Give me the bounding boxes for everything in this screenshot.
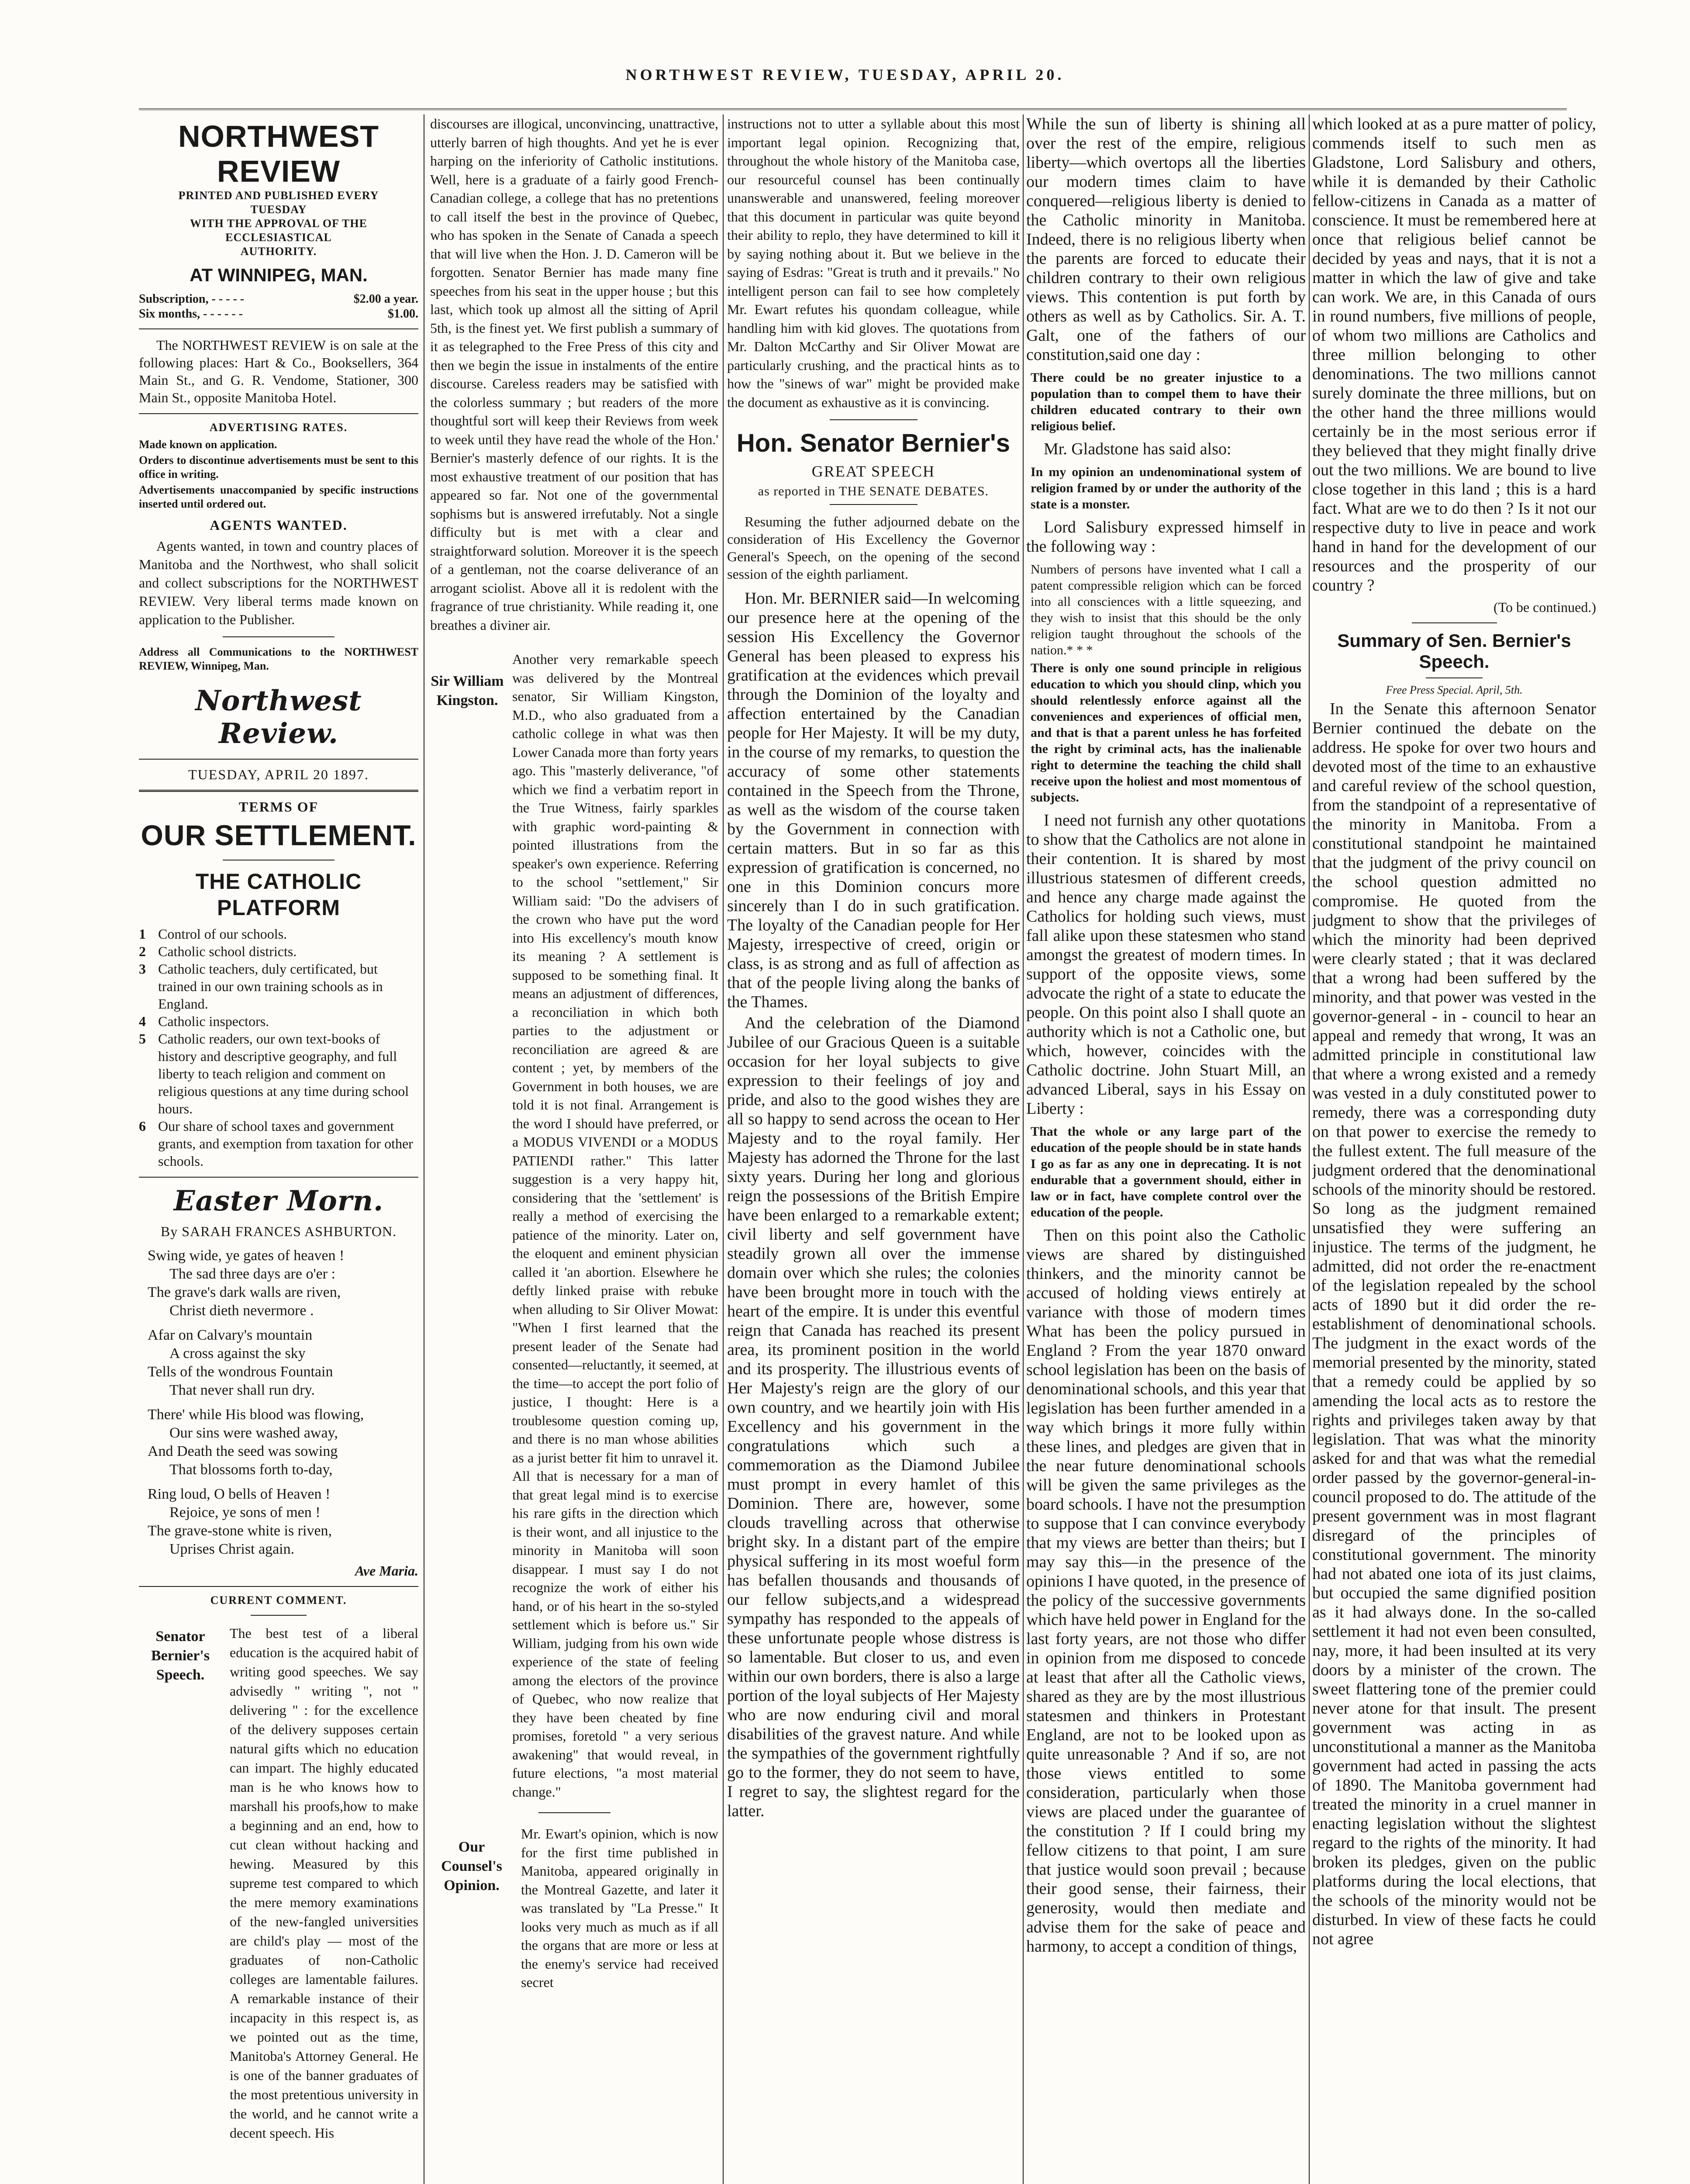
poem-line: There' while His blood was flowing, (148, 1406, 364, 1423)
article-text: Hon. Mr. BERNIER said—In welcoming our presence here at the opening of the session His Excellency the Governor General has been pleased to express his gratification at the evidences which prevail through the Dominion of the loyalty and affection entertained by the Canadian people for Her Majesty. It will be my duty, in the course of my remarks, to question the accuracy of some other statements contained in the Speech from the Throne, as well as the wisdom of the course taken by the Government in connection with certain matters. But in so far as this expression of gratification is concerned, no one in this Dominion concurs more sincerely than I do in such gratification. The loyalty of the Canadian people for Her Majesty, irrespective of creed, origin or class, is as strong and as full of affection as that of the people living along the banks of the Thames. (727, 589, 1020, 1011)
article-text: Another very remarkable speech was delivered by the Montreal senator, Sir William Kingston, M.D., who also graduated from a catholic college in what was then Lower Canada more than forty years ago. This "masterly deliverance, "of which we find a verbatim report in the True Witness, fairly sparkles with graphic word-painting & pointed illustrations from the speaker's own experience. Referring to the school "settlement," Sir William said: "Do the advisers of the crown who have put the word into His excellency's mouth know its meaning ? A settlement is supposed to be something final. It means an adjustment of differences, a reconciliation in which both parties to the adjustment or reconciliation are agreed & are content ; yet, by members of the Government in both houses, we are told it is not final. Arrangement is the word I should have preferred, or a MODUS VIVENDI or a MODUS PATIENDI rather." This latter suggestion is a very happy hit, considering that the 'settlement' is really a method of exercising the patience of the minority. Later on, the eloquent and eminent physician called it 'an abortion. Elsewhere he deftly linked praise with rebuke when alluding to Sir Oliver Mowat: "When I first learned that the present leader of the Senate had consented—reluctantly, it seemed, at the time—to accept the port folio of justice, I thought: Here is a troublesome question coming up, and there is no man whose abilities as a jurist better fit him to unravel it. All that is necessary for a man of that great legal mind is to exercise his rare gifts in the direction which is their wont, and all injustice to the minority in Manitoba will soon disappear. I must say I do not recognize the work of either his hand, or of his heart in the so-styled settlement which is before us." Sir William, judging from his own wide experience of the state of feeling among the electors of the province of Quebec, who now realize that they have been cheated by fine promises, foretold " a very serious awakening" that would reveal, in future elections, "a most material change." (512, 651, 718, 1800)
comment-block (139, 1624, 418, 2143)
poem (148, 1247, 418, 1559)
masthead: NORTHWEST REVIEW (178, 119, 379, 188)
list-item: 3 Catholic teachers, duly certificated, but trained in our own training schools as in England. (139, 961, 383, 1012)
column-rule (1023, 114, 1024, 2184)
comment-text: The best test of a liberal education is the acquired habit of writing good speeches. We say advisedly " writing ", not " delivering " : for the excellence of the delivery supposes certain natural gifts which no education can impart. The highly educated man is he who knows how to marshall his proofs,how to make a beginning and an end, how to cut clean without hacking and hewing. Measured by this supreme test compared to which the mere memory examinations of the new-fangled universities are child's play — most of the graduates of non-Catholic colleges are lamentable failures. A remarkable instance of their incapacity in this respect is, as we pointed out as the time, Manitoba's Attorney General. He is one of the banner graduates of the most pretentious university in the world, and he cannot write a decent speech. His (230, 1625, 418, 2141)
quote-text: There is only one sound principle in religious education to which you should clinp, which you should relentlessly enforce against all the conveniences and experiences of official men, and that is that a parent unless he has forfeited the right by criminal acts, has the inalienable right to determine the teaching the child shall receive upon the holiest and most momentous of subjects. (1031, 661, 1301, 805)
publish-line: AUTHORITY. (240, 245, 317, 258)
divider (139, 413, 418, 414)
article-text: discourses are illogical, unconvincing, unattractive, utterly barren of high thoughts. And yet he is ever harping on the inferiority of Catholic institutions. Well, here is a graduate of a fairly good French-Canadian college, a college that has no pretentions to call itself the best in the province of Quebec, who has spoken in the Senate of Canada a speech that will live when the Hon. J. D. Cameron will be forgotten. Senator Bernier has made many fine speeches from his seat in the upper house ; but this last, which took up almost all the sitting of April 5th, is the finest yet. We first publish a summary of it as telegraphed to the Free Press of this city and then we begin the issue in instalments of the entire discourse. Careless readers may be satisfied with the colorless summary ; but readers of the more thoughtful sort will keep their Reviews from week to week until they have read the whole of the Hon.' Bernier's masterly defence of our rights. It is the most exhaustive treatment of our position that has appeared so far. Not one of the governmental sophisms but is answered irrefutably. Not a single difficulty but is met with a clear and straightforward solution. Moreover it is the speech of a gentleman, not the coarse deliverance of an arrogant sciolist. Above all it is redolent with the fragrance of true christianity. While reading it, one breathes a diviner air. (430, 116, 718, 633)
comment-block (430, 650, 718, 1801)
gothic-title: Northwest Review. (195, 684, 362, 750)
poem-line: Swing wide, ye gates of heaven ! (148, 1248, 345, 1264)
divider (1426, 677, 1483, 678)
poem-line: That never shall run dry. (169, 1382, 315, 1398)
column-2 (430, 114, 718, 2184)
side-label: Our Counsel's Opinion. (441, 1839, 502, 1894)
speech-head: Hon. Senator Bernier's (736, 429, 1011, 457)
settlement-head: OUR SETTLEMENT. (141, 819, 417, 851)
article-text: Mr. Gladstone has said also: (1044, 440, 1231, 458)
article-text: which looked at as a pure matter of policy, commends itself to such men as Gladstone, Lord Salisbury and others, while it is demanded by their Catholic fellow-citizens in Canada as a matter of conscience. It must be remembered here at once that religious belief cannot be decided by yeas and nays, that it is not a matter in which the law of give and take can work. We are, in this Canada of ours in round numbers, five millions of people, of whom two millions are Catholics and three million belonging to other denominations. The two millions cannot surely dominate the three millions, but on the other hand the three millions would certainly be in the most serious error if they believed that they might finally drive out the two millions. We are bound to live close together in this land ; this is a hard fact. What are we to do then ? Is it not our respective duty to live in peace and work hand in hand for the development of our resources and the prosperity of our country ? (1312, 115, 1596, 594)
quotation (1026, 370, 1306, 434)
adv-text: Advertisements unaccompanied by specific instructions inserted until ordered out. (139, 484, 418, 510)
divider (139, 759, 418, 760)
poem-line: Afar on Calvary's mountain (148, 1327, 313, 1343)
column-rule (723, 114, 724, 2184)
speech-subhead: GREAT SPEECH (811, 463, 935, 480)
column-4 (1026, 114, 1306, 2184)
continued-note: (To be continued.) (1493, 599, 1596, 615)
publish-line: WITH THE APPROVAL OF THE ECCLESIASTICAL (190, 217, 367, 244)
city: AT WINNIPEG, MAN. (190, 265, 368, 285)
sale-notice: The NORTHWEST REVIEW is on sale at the following places: Hart & Co., Booksellers, 364 Main St., and G. R. Vendome, Stationer, 300 Main St., opposite Manitoba Hotel. (139, 337, 418, 405)
divider (139, 1177, 418, 1178)
poem-signature: Ave Maria. (355, 1563, 418, 1579)
list-item: 5 Catholic readers, our own text-books of history and descriptive geography, and full liberty to teach religion and comment on religious questions at any time during school hours. (139, 1031, 409, 1116)
column-rule (1309, 114, 1310, 2184)
poem-line: The sad three days are o'er : (169, 1266, 335, 1282)
divider (139, 790, 418, 792)
advertising-head: ADVERTISING RATES. (209, 421, 348, 434)
article-text: Mr. Ewart's opinion, which is now for the first time published in Manitoba, appeared originally in the Montreal Gazette, and later it was translated by "La Presse." It looks very much as much as if all the organs that are more or less at the enemy's service had received secret (521, 1826, 718, 1990)
divider (251, 1615, 307, 1616)
quote-text: That the whole or any large part of the education of the people should be in state hands I go as far as any one in deprecating. It is not endurable that a government should, either in law or in fact, have complete control over the education of the people. (1031, 1124, 1301, 1220)
quote-text: There could be no greater injustice to a population than to compel them to have their children educated contrary to their own religious belief. (1031, 370, 1301, 433)
divider (223, 636, 335, 637)
quote-text: Numbers of persons have invented what I call a patent compressible religion which can be forced into all consciences with a little squeezing, and they wish to insist that this should be the only religion taught throughout the schools of the nation.* * * (1031, 562, 1301, 657)
article-text: Lord Salisbury expressed himself in the following way : (1026, 518, 1306, 556)
article-text: Resuming the futher adjourned debate on the consideration of His Excellency the Governor General's Speech, on the opening of the second session of the eighth parliament. (727, 514, 1020, 582)
summary-head: Summary of Sen. Bernier's Speech. (1337, 630, 1571, 672)
quotation (1026, 464, 1306, 512)
list-item: 4 Catholic inspectors. (139, 1013, 269, 1029)
article-text: Then on this point also the Catholic views are shared by distinguished thinkers, and the minority cannot be accused of holding views entirely at variance with those of modern times What has been the policy pursued in England ? From the year 1870 onward school legislation has been on the basis of denominational schools, and this year that legislation has been further amended in a way which brings it more fully within these lines, and pledges are given that in the near future denominational schools will be given the same privileges as the board schools. I have not the presumption to suppose that I can convince everybody that my views are better than theirs; but I may say this—in the presence of the opinions I have quoted, in the presence of the policy of the successive governments which have held power in England for the last forty years, are not those who differ in opinion from me disposed to concede at least that after all the Catholic views, shared as they are by the most illustrious statesmen and thinkers in Protestant England, are not to be looked upon as quite unreasonable ? And if so, are not those views entitled to some consideration, particularly when those views are placed under the guarantee of the constitution ? If I could bring my fellow citizens to that point, I am sure that justice would soon prevail ; because their good sense, their fairness, their generosity, would then mediate and advise them for the sake of peace and harmony, to accept a condition of things, (1026, 1226, 1306, 1956)
quote-text: In my opinion an undenominational system of religion framed by or under the authority of the state is a monster. (1031, 465, 1301, 511)
header-rule (139, 108, 1567, 110)
poem-line: And Death the seed was sowing (148, 1443, 338, 1459)
dateline: Free Press Special. April, 5th. (1386, 684, 1523, 696)
quotation (1026, 561, 1306, 805)
easter-title: Easter Morn. (173, 1185, 384, 1217)
poem-line: That blossoms forth to-day, (169, 1462, 333, 1478)
side-label: Senator Bernier's Speech. (151, 1628, 210, 1683)
terms-head: TERMS OF (238, 799, 319, 815)
article-text: I need not furnish any other quotations to show that the Catholics are not alone in their contention. It is shared by most illustrious statesmen of different creeds, and hence any charge made against the Catholics for holding such views, must fall alike upon these statesmen who stand amongst the greatest of modern times. In support of the opposite views, some advocate the right of a state to educate the people. On this point also I shall quote an authority which is not a Catholic one, but which, however, coincides with the Catholic doctrine. John Stuart Mill, an advanced Liberal, says in his Essay on Liberty : (1026, 811, 1306, 1118)
article-text: While the sun of liberty is shining all over the rest of the empire, religious liberty—which overtops all the liberties our modern times claim to have conquered—religious liberty is denied to the Catholic minority in Manitoba. Indeed, there is no religious liberty when the parents are forced to educate their children contrary to their own religious views. This contention is put forth by others as well as by Catholics. Sir. A. T. Galt, one of the fathers of our constitution,said one day : (1026, 115, 1306, 364)
poem-line: Our sins were washed away, (169, 1425, 338, 1441)
side-label: Sir William Kingston. (431, 673, 504, 708)
agents-text: Agents wanted, in town and country places of Manitoba and the Northwest, who shall solicit and collect subscriptions for the NORTHWEST REVIEW. Very liberal terms made known on application to the Publisher. (139, 538, 418, 627)
article-text: In the Senate this afternoon Senator Bernier continued the debate on the address. He spoke for over two hours and devoted most of the time to an exhaustive and careful review of the school question, from the standpoint of a representative of the minority in Manitoba. From a constitutional standpoint he maintained that the judgment of the privy council on the school question admitted no compromise. He quoted from the judgment to show that the privileges of which the minority had been deprived were clearly stated ; that it was declared that a wrong had been suffered by the minority, and that power was vested in the governor-general - in - council to hear an appeal and remedy that wrong, It was an admitted principle in constitutional law that where a wrong existed and a remedy was vested in a duly constituted power to remedy, there was a corresponding duty on that power to exercise the remedy to the fullest extent. The full measure of the judgment ordered that the denominational schools of the minority should be restored. So long as the judgment remained unsatisfied they were suffering an injustice. The terms of the judgment, he admitted, did not order the re-enactment of the legislation repealed by the school acts of 1890 but it did order the re-establishment of denominational schools. The judgment in the exact words of the memorial presented by the minority, stated that a remedy could be applied by so amending the local acts as to restore the rights and privileges taken away by that legislation. That was what the minority asked for and that was what the remedial order passed by the governor-general-in-council proposed to do. The attitude of the present government was in most flagrant disregard of the principles of constitutional government. The minority had not abated one iota of its just claims, but occupied the same dignified position as it had always done. In the so-called settlement it had not even been consulted, nay, more, it had been insulted at its very doors by a minister of the crown. The sweet flattering tone of the premier could never atone for that insult. The present government was acting in as unconstitutional a manner as the Manitoba government had acted in passing the acts of 1890. The Manitoba government had treated the minority in a cruel manner in enacting legislation without the slightest regard to the rights of the minority. It had broken its pledges, given on the public platforms during the local elections, that the schools of the minority would not be disturbed. In view of these facts he could not agree (1312, 700, 1596, 1948)
column-1 (139, 114, 418, 2184)
platform-list (139, 925, 418, 1170)
sub-value: $2.00 a year. (353, 292, 418, 306)
address-text: Address all Communications to the NORTHWEST REVIEW, Winnipeg, Man. (139, 646, 418, 672)
adv-text: Orders to discontinue advertisements must be sent to this office in writing. (139, 454, 418, 480)
poem-line: A cross against the sky (169, 1345, 306, 1362)
article-text: instructions not to utter a syllable about this most important legal opinion. Recognizing that, throughout the whole history of the Manitoba case, our resourceful counsel has been continually unanswerable and unanswered, feeling moreover that this document in particular was quite beyond their ability to replo, they have determined to kill it by saying nothing about it. But we believe in the saying of Esdras: "Great is truth and it prevails." No intelligent person can fail to see how completely Mr. Ewart refutes his quondam colleague, while handling him with kid gloves. The quotations from Mr. Dalton McCarthy and Sir Oliver Mowat are particularly crushing, and the practical hints as to how the "sinews of war" might be provided make the document as exhaustive as it is convincing. (727, 116, 1020, 410)
publish-line: PRINTED AND PUBLISHED EVERY (178, 189, 379, 202)
quotation (1026, 1123, 1306, 1220)
poem-line: The grave's dark walls are riven, (148, 1284, 341, 1300)
running-head: NORTHWEST REVIEW, TUESDAY, APRIL 20. (625, 66, 1065, 83)
divider (139, 328, 418, 329)
current-comment-head: CURRENT COMMENT. (210, 1594, 347, 1607)
agents-head: AGENTS WANTED. (210, 517, 348, 533)
divider (139, 1586, 418, 1587)
list-item: 6 Our share of school taxes and government grants, and exemption from taxation for other schools. (139, 1118, 413, 1169)
poem-line: The grave-stone white is riven, (148, 1523, 332, 1539)
column-3 (727, 114, 1020, 2184)
sub-label: Six months, - - - - - - (139, 307, 243, 321)
divider (830, 504, 917, 505)
subscription-rates (139, 292, 418, 321)
poem-line: Christ dieth nevermore . (169, 1303, 314, 1319)
issue-date: TUESDAY, APRIL 20 1897. (188, 767, 369, 782)
divider (1412, 622, 1497, 623)
poem-line: Tells of the wondrous Fountain (148, 1364, 333, 1380)
sub-label: Subscription, - - - - - (139, 292, 245, 306)
divider (538, 1812, 610, 1813)
poem-line: Rejoice, ye sons of men ! (169, 1504, 321, 1521)
adv-text: Made known on application. (139, 438, 277, 451)
list-item: 1 Control of our schools. (139, 926, 287, 942)
article-text: And the celebration of the Diamond Jubilee of our Gracious Queen is a suitable occasion for her loyal subjects to give expression to their feelings of joy and pride, and also to the good wishes they are all so happy to send across the ocean to Her Majesty and to the royal family. Her Majesty has adorned the Throne for the last sixty years. During her long and glorious reign the possessions of the British Empire have been enlarged to a remarkable extent; civil liberty and self government have steadily grown all over the immense domain over which she rules; the colonies have been brought more in touch with the heart of the empire. It is under this eventful reign that Canada has reached its present area, its prominent position in the world and its prosperity. The illustrious events of Her Majesty's reign are the glory of our own country, and we heartily join with His Excellency and his government in the congratulations which such a commemoration as the Diamond Jubilee must prompt in every hamlet of this Dominion. There are, however, some clouds travelling across that otherwise bright sky. In a distant part of the empire physical suffering in its most woeful form has befallen thousands and thousands of our fellow subjects,and a widespread sympathy has responded to the appeals of these unfortunate people whose distress is so lamentable. But closer to us, and even within our own borders, there is also a large portion of the loyal subjects of Her Majesty who are now enduring civil and moral disabilities of the gravest nature. And while the sympathies of the government rightfully go to the former, they do not seem to have, I regret to say, the slightest regard for the latter. (727, 1014, 1020, 1820)
list-item: 2 Catholic school districts. (139, 943, 297, 959)
divider (830, 419, 917, 420)
publish-line: TUESDAY (250, 203, 307, 216)
platform-head: THE CATHOLIC PLATFORM (195, 869, 362, 920)
sub-value: $1.00. (388, 307, 418, 321)
poem-line: Uprises Christ again. (169, 1541, 295, 1557)
byline: By SARAH FRANCES ASHBURTON. (160, 1223, 397, 1239)
column-5 (1312, 114, 1596, 2184)
comment-block (430, 1825, 718, 1992)
speech-source: as reported in THE SENATE DEBATES. (758, 484, 989, 498)
poem-line: Ring loud, O bells of Heaven ! (148, 1486, 331, 1502)
